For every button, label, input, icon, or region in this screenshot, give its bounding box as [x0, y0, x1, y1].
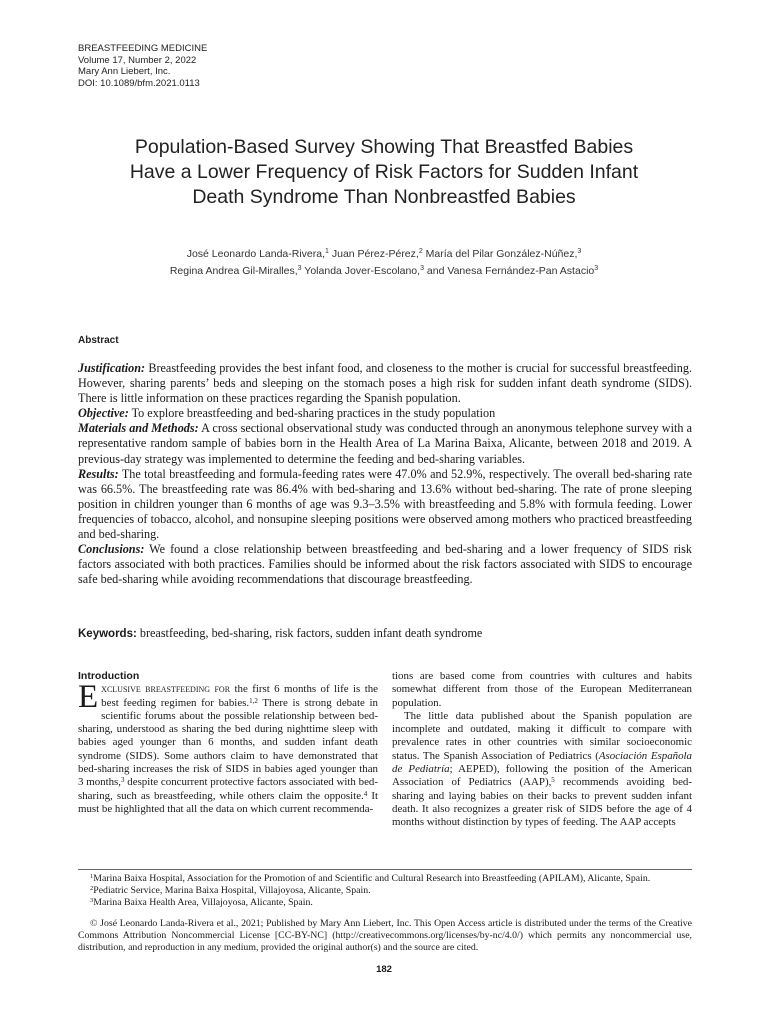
drop-cap: E — [78, 679, 99, 716]
license-text: © José Leonardo Landa-Rivera et al., 2021; Published by Mary Ann Liebert, Inc. This Open Access article is distributed under the terms of the Creative Commons Attribution Noncommercial License [CC-BY-NC] (http://creativecommons.org/licenses/by-nc/4.0/) which permits any noncommercial use, distribution, and reproduction in any medium, provided the original author(s) and the source are cited. — [78, 918, 692, 953]
body-column-right — [392, 670, 692, 830]
author-name: Regina Andrea Gil-Miralles, — [169, 265, 298, 277]
intro-paragraph-continued — [392, 670, 692, 710]
citation-sup: 3 — [121, 776, 125, 785]
author-affil-sup: 3 — [577, 248, 582, 255]
journal-doi: DOI: 10.1089/bfm.2021.0113 — [78, 77, 200, 89]
author-line — [60, 246, 708, 263]
article-title — [60, 135, 708, 210]
abstract-objective — [78, 406, 692, 421]
abstract-text: Breastfeeding provides the best infant food, and closeness to the mother is crucial for successful breastfeeding. However, sharing parents’ beds and sleeping on the stomach poses a high risk for sudden infant death syndrome (SIDS). There is little information on these practices regarding the Spanish population. — [78, 361, 693, 406]
journal-volume: Volume 17, Number 2, 2022 — [78, 54, 197, 66]
body-text-italic: Asociación Española de Pediatría — [392, 749, 692, 776]
citation-sup: 4 — [363, 789, 368, 798]
affiliation-sup: 1 — [90, 873, 94, 880]
abstract-body — [78, 361, 692, 587]
abstract-heading: Abstract — [78, 335, 119, 346]
author-name: María del Pilar González-Núñez, — [425, 248, 578, 260]
page-number: 182 — [376, 964, 392, 975]
body-text: There is strong debate in scientific forums about the possible relationship between bed-sharing, understood as sharing the bed during nighttime sleep with babies aged younger than 6 months, and sudden infant death syndrome (SIDS). Some authors claim to have demonstrated that bed-sharing increases the risk of SIDS in babies aged younger than 3 months, — [78, 696, 378, 789]
author-affil-sup: 3 — [594, 265, 599, 272]
author-name: and Vanesa Fernández-Pan Astacio — [426, 265, 595, 277]
affiliation-sup: 2 — [90, 885, 94, 892]
abstract-conclusions — [78, 542, 692, 587]
title-line: Death Syndrome Than Nonbreastfed Babies — [192, 186, 576, 208]
abstract-text: We found a close relationship between breastfeeding and bed-sharing and a lower frequency of SIDS risk factors associated with both practices. Families should be informed about the risk factors associated with SIDS to encourage safe bed-sharing while avoiding recommendations that discourage breastfeeding. — [78, 542, 692, 587]
body-text: ; AEPED), following the position of the American Association of Pediatrics (AAP), — [392, 763, 692, 789]
keywords — [78, 626, 692, 642]
body-text: recommends avoiding bed-sharing and laying babies on their backs to prevent sudden infant death. It also recognizes a greater risk of SIDS before the age of 4 months without distinction by types of feeding. The AAP accepts — [392, 776, 692, 829]
keywords-label: Keywords: — [78, 628, 137, 640]
body-text: The little data published about the Spanish population are incomplete and outdated, making it difficult to compare with prevalence rates in other countries with similar socioeconomic status. The Spanish Association of Pediatrics ( — [392, 709, 692, 762]
affiliation — [78, 885, 692, 897]
abstract-label: Results: — [78, 466, 119, 481]
journal-name: BREASTFEEDING MEDICINE — [78, 43, 208, 54]
title-line: Population-Based Survey Showing That Breastfed Babies — [134, 136, 634, 158]
abstract-methods — [78, 421, 692, 466]
author-name: Juan Pérez-Pérez, — [331, 248, 419, 260]
lead-in-smallcaps: xclusive breastfeeding for — [101, 683, 231, 696]
citation-sup: 5 — [551, 776, 555, 785]
author-line — [60, 263, 708, 280]
author-name: José Leonardo Landa-Rivera, — [186, 248, 326, 260]
author-affil-sup: 1 — [325, 248, 329, 255]
affiliation-text: Marina Baixa Hospital, Association for the Promotion of and Scientific and Cultural Research into Breastfeeding (APILAM), Alicante, Spain. — [93, 873, 651, 884]
abstract-label: Justification: — [78, 361, 146, 375]
abstract-text: The total breastfeeding and formula-feeding rates were 47.0% and 52.9%, respectively. The overall bed-sharing rate was 66.5%. The breastfeeding rate was 86.4% with bed-sharing and 13.6% without bed-sharing. The rate of prone sleeping position in children younger than 6 months of age was 9.3–3.5% with breastfeeding and 5.8% with formula feeding. Lower frequencies of tobacco, alcohol, and nonsupine sleeping positions were observed among mothers who practiced breastfeeding and bed-sharing. — [78, 466, 692, 542]
affiliation-sup: 3 — [90, 897, 94, 904]
abstract-label: Conclusions: — [78, 542, 145, 557]
author-affil-sup: 3 — [420, 265, 424, 272]
journal-publisher: Mary Ann Liebert, Inc. — [78, 66, 171, 77]
intro-paragraph — [78, 679, 378, 816]
affiliation-text: Marina Baixa Health Area, Villajoyosa, Alicante, Spain. — [93, 897, 313, 908]
abstract-label: Objective: — [78, 406, 129, 421]
license-notice — [78, 918, 692, 954]
body-text: the first 6 months of life is the best feeding regimen for babies. — [101, 683, 378, 709]
affiliations — [78, 873, 692, 909]
author-affil-sup: 3 — [297, 265, 302, 272]
abstract-justification — [78, 361, 692, 406]
affiliation — [78, 897, 692, 909]
keywords-text: breastfeeding, bed-sharing, risk factors, sudden infant death syndrome — [139, 626, 483, 640]
author-name: Yolanda Jover-Escolano, — [304, 265, 421, 277]
body-text: It must be highlighted that all the data on which current recommenda- — [78, 789, 378, 815]
abstract-text: A cross sectional observational study was conducted through an anonymous telephone survey with a representative random sample of babies born in the Health Area of La Marina Baixa, Alicante, between 2018 and 2019. A previous-day strategy was implemented to determine the feeding and bed-sharing variables. — [78, 421, 692, 466]
author-affil-sup: 2 — [418, 248, 423, 255]
journal-header — [78, 43, 207, 89]
citation-sup: 1,2 — [249, 696, 258, 705]
section-heading-introduction: Introduction — [78, 670, 140, 682]
body-text: despite concurrent protective factors associated with bed-sharing, such as breastfeeding, while others claim the opposite. — [78, 776, 378, 802]
abstract-text: To explore breastfeeding and bed-sharing practices in the study population — [131, 406, 496, 421]
body-text: tions are based come from countries with cultures and habits somewhat different from those of the European Mediterranean population. — [392, 670, 692, 709]
affiliation-text: Pediatric Service, Marina Baixa Hospital, Villajoyosa, Alicante, Spain. — [93, 885, 371, 896]
intro-paragraph-2 — [392, 710, 692, 830]
affiliation — [78, 873, 692, 885]
footnote-divider — [78, 869, 692, 870]
author-list — [60, 246, 708, 280]
abstract-label: Materials and Methods: — [78, 421, 199, 436]
body-column-left — [78, 670, 378, 816]
title-line: Have a Lower Frequency of Risk Factors for Sudden Infant — [129, 161, 639, 183]
abstract-results — [78, 467, 692, 542]
